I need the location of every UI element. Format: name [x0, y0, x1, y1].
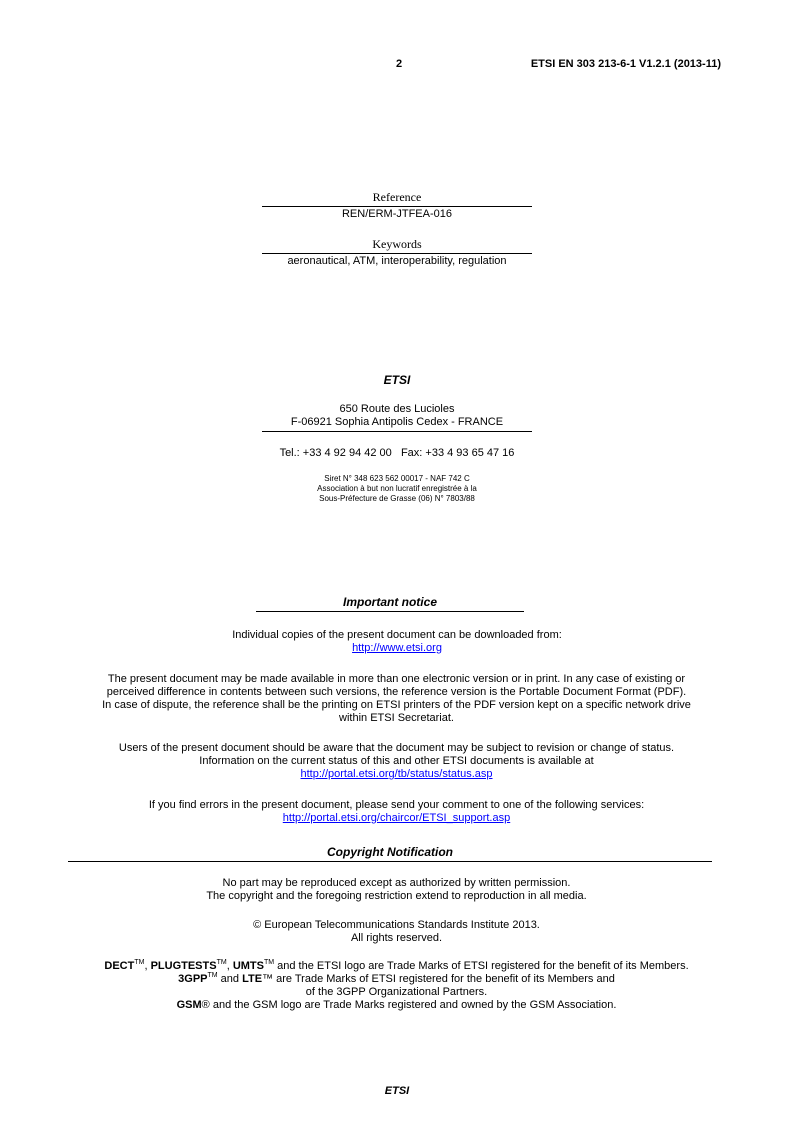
tel-fax: Tel.: +33 4 92 94 42 00 Fax: +33 4 93 65 47 16 — [279, 447, 515, 459]
siret-line-2: Association à but non lucratif enregistrée à la — [317, 484, 477, 493]
copyright-line-3: © European Telecommunications Standards Institute 2013. — [253, 919, 540, 931]
notice-para-1-line-3: In case of dispute, the reference shall be the printing on ETSI printers of the PDF version kept on a specific network drive — [102, 699, 691, 711]
notice-para-3-line-1: If you find errors in the present document, please send your comment to one of the following services: — [148, 799, 645, 811]
footer-etsi: ETSI — [384, 1085, 410, 1097]
notice-para-1-line-4: within ETSI Secretariat. — [339, 712, 454, 724]
download-text: Individual copies of the present document can be downloaded from: — [232, 629, 562, 641]
keywords-label: Keywords — [372, 237, 422, 251]
etsi-website-link[interactable]: http://www.etsi.org — [352, 642, 442, 654]
address-rule — [262, 431, 532, 432]
comma-separator: , — [144, 960, 151, 972]
plugtests-mark: PLUGTESTS — [150, 960, 217, 972]
keywords-value: aeronautical, ATM, interoperability, regulation — [287, 255, 507, 267]
trademark-line-2-text: ™ are Trade Marks of ETSI registered for the benefit of its Members and — [262, 973, 615, 985]
trademark-line-1 — [30, 960, 763, 973]
copyright-rule — [68, 861, 712, 862]
reference-value: REN/ERM-JTFEA-016 — [341, 208, 453, 220]
copyright-title: Copyright Notification — [327, 845, 453, 859]
siret-line-3: Sous-Préfecture de Grasse (06) N° 7803/88 — [319, 494, 475, 503]
trademark-line-4-text: ® and the GSM logo are Trade Marks registered and owned by the GSM Association. — [201, 999, 617, 1011]
copyright-line-4: All rights reserved. — [350, 932, 443, 944]
tm-superscript: TM — [207, 972, 218, 979]
comma-separator: , — [226, 960, 233, 972]
address-line-1: 650 Route des Lucioles — [339, 403, 455, 415]
notice-para-1-line-1: The present document may be made available in more than one electronic version or in print. In any case of existing or — [107, 673, 686, 685]
copyright-line-2: The copyright and the foregoing restriction extend to reproduction in all media. — [206, 890, 587, 902]
trademark-line-2 — [30, 973, 763, 986]
notice-para-1-line-2: perceived difference in contents between such versions, the reference version is the Portable Document Format (PDF). — [106, 686, 687, 698]
page-number: 2 — [395, 58, 403, 70]
gsm-mark: GSM — [176, 999, 202, 1011]
important-notice-title: Important notice — [342, 595, 437, 609]
reference-label: Reference — [372, 190, 422, 204]
address-line-2: F-06921 Sophia Antipolis Cedex - FRANCE — [290, 416, 504, 428]
3gpp-mark: 3GPP — [178, 973, 208, 985]
lte-mark: LTE — [242, 973, 263, 985]
important-notice-rule — [256, 611, 524, 612]
reference-rule — [262, 206, 532, 207]
etsi-name: ETSI — [383, 373, 411, 387]
trademark-line-1-text: and the ETSI logo are Trade Marks of ETSI registered for the benefit of its Members. — [274, 960, 689, 972]
trademark-line-4 — [30, 999, 763, 1012]
support-link[interactable]: http://portal.etsi.org/chaircor/ETSI_support.asp — [282, 812, 511, 824]
document-id: ETSI EN 303 213-6-1 V1.2.1 (2013-11) — [530, 58, 721, 70]
tm-superscript: TM — [216, 959, 227, 966]
keywords-rule — [262, 253, 532, 254]
copyright-line-1: No part may be reproduced except as authorized by written permission. — [222, 877, 571, 889]
tm-superscript: TM — [263, 959, 275, 966]
dect-mark: DECT — [104, 960, 135, 972]
umts-mark: UMTS — [232, 960, 264, 972]
siret-line-1: Siret N° 348 623 562 00017 - NAF 742 C — [324, 474, 470, 483]
tm-superscript: TM — [134, 959, 145, 966]
status-link[interactable]: http://portal.etsi.org/tb/status/status.asp — [300, 768, 493, 780]
notice-para-2-line-1: Users of the present document should be aware that the document may be subject to revision or change of status. — [118, 742, 675, 754]
and-text: and — [217, 973, 243, 985]
trademark-line-3: of the 3GPP Organizational Partners. — [305, 986, 488, 998]
notice-para-2-line-2: Information on the current status of this and other ETSI documents is available at — [199, 755, 594, 767]
